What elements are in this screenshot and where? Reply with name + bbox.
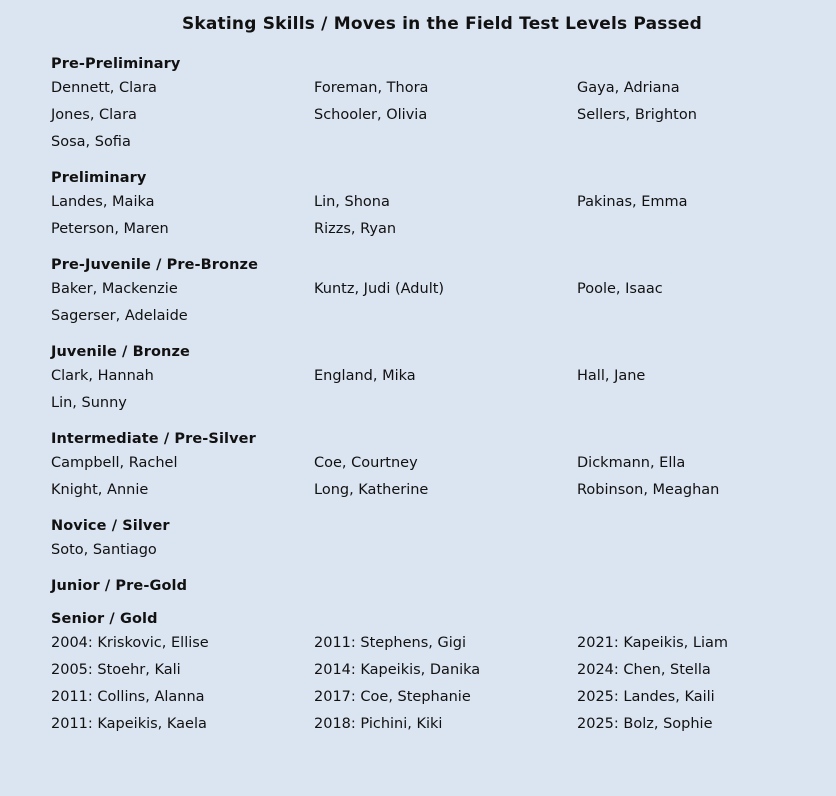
name-row — [51, 684, 811, 711]
test-levels-list — [51, 54, 811, 738]
level-heading: Preliminary — [51, 170, 147, 186]
skater-name: Clark, Hannah — [51, 368, 154, 384]
skater-name: 2017: Coe, Stephanie — [314, 689, 471, 705]
skater-name: 2025: Landes, Kaili — [577, 689, 715, 705]
skater-name: 2011: Kapeikis, Kaela — [51, 716, 207, 732]
skater-name: Landes, Maika — [51, 194, 155, 210]
skater-name: 2018: Pichini, Kiki — [314, 716, 443, 732]
level-section — [51, 168, 811, 243]
name-row — [51, 189, 811, 216]
name-row — [51, 390, 811, 417]
skater-name: Kuntz, Judi (Adult) — [314, 281, 445, 297]
skater-name: Knight, Annie — [51, 482, 149, 498]
skater-name: 2021: Kapeikis, Liam — [577, 635, 729, 651]
skater-name — [577, 129, 811, 156]
skater-name: Dickmann, Ella — [577, 455, 686, 471]
level-section — [51, 516, 811, 564]
skater-name — [577, 303, 811, 330]
name-row — [51, 75, 811, 102]
skater-name — [577, 216, 811, 243]
skater-name: 2014: Kapeikis, Danika — [314, 662, 481, 678]
name-row — [51, 537, 811, 564]
level-heading: Novice / Silver — [51, 518, 170, 534]
skater-name: Pakinas, Emma — [577, 194, 688, 210]
section-spacer — [51, 597, 811, 609]
skater-name: Sosa, Sofia — [51, 134, 131, 150]
name-row — [51, 102, 811, 129]
skater-name: England, Mika — [314, 368, 416, 384]
skater-name: 2025: Bolz, Sophie — [577, 716, 713, 732]
skater-name: 2024: Chen, Stella — [577, 662, 711, 678]
skater-name: 2011: Collins, Alanna — [51, 689, 205, 705]
skater-name: Lin, Sunny — [51, 395, 127, 411]
name-row — [51, 630, 811, 657]
level-heading: Pre-Preliminary — [51, 56, 181, 72]
level-heading: Juvenile / Bronze — [51, 344, 190, 360]
skater-name: Poole, Isaac — [577, 281, 663, 297]
skater-name — [314, 129, 577, 156]
section-spacer — [51, 243, 811, 255]
skater-name: Sellers, Brighton — [577, 107, 697, 123]
skater-name: 2011: Stephens, Gigi — [314, 635, 466, 651]
section-spacer — [51, 564, 811, 576]
skater-name: Soto, Santiago — [51, 542, 157, 558]
skater-name: Coe, Courtney — [314, 455, 418, 471]
skater-name — [314, 390, 577, 417]
skater-name: Sagerser, Adelaide — [51, 308, 188, 324]
skater-name: Rizzs, Ryan — [314, 221, 397, 237]
level-section — [51, 255, 811, 330]
skater-name: Hall, Jane — [577, 368, 646, 384]
skater-name: Dennett, Clara — [51, 80, 157, 96]
name-row — [51, 363, 811, 390]
level-section — [51, 609, 811, 738]
name-row — [51, 303, 811, 330]
name-row — [51, 216, 811, 243]
skater-name: Lin, Shona — [314, 194, 390, 210]
skater-name: 2004: Kriskovic, Ellise — [51, 635, 209, 651]
skater-name: Long, Katherine — [314, 482, 429, 498]
skater-name: Jones, Clara — [51, 107, 137, 123]
skater-name: Gaya, Adriana — [577, 80, 680, 96]
section-spacer — [51, 330, 811, 342]
level-heading: Pre-Juvenile / Pre-Bronze — [51, 257, 259, 273]
name-row — [51, 450, 811, 477]
skater-name — [577, 390, 811, 417]
level-section — [51, 54, 811, 156]
skater-name: Foreman, Thora — [314, 80, 429, 96]
name-row — [51, 477, 811, 504]
level-section — [51, 342, 811, 417]
name-row — [51, 276, 811, 303]
skater-name: Baker, Mackenzie — [51, 281, 178, 297]
skater-name: Schooler, Olivia — [314, 107, 428, 123]
section-spacer — [51, 504, 811, 516]
level-section — [51, 576, 811, 597]
page-title: Skating Skills / Moves in the Field Test Levels Passed — [181, 14, 703, 34]
name-row — [51, 129, 811, 156]
skater-name — [577, 537, 811, 564]
level-heading: Senior / Gold — [51, 611, 158, 627]
skater-name — [314, 303, 577, 330]
name-row — [51, 657, 811, 684]
level-heading: Junior / Pre-Gold — [51, 578, 188, 594]
section-spacer — [51, 417, 811, 429]
skater-name: Campbell, Rachel — [51, 455, 178, 471]
level-heading: Intermediate / Pre-Silver — [51, 431, 256, 447]
name-row — [51, 711, 811, 738]
section-spacer — [51, 156, 811, 168]
skater-name — [314, 537, 577, 564]
skater-name: Peterson, Maren — [51, 221, 169, 237]
skater-name: Robinson, Meaghan — [577, 482, 720, 498]
skater-name: 2005: Stoehr, Kali — [51, 662, 181, 678]
level-section — [51, 429, 811, 504]
